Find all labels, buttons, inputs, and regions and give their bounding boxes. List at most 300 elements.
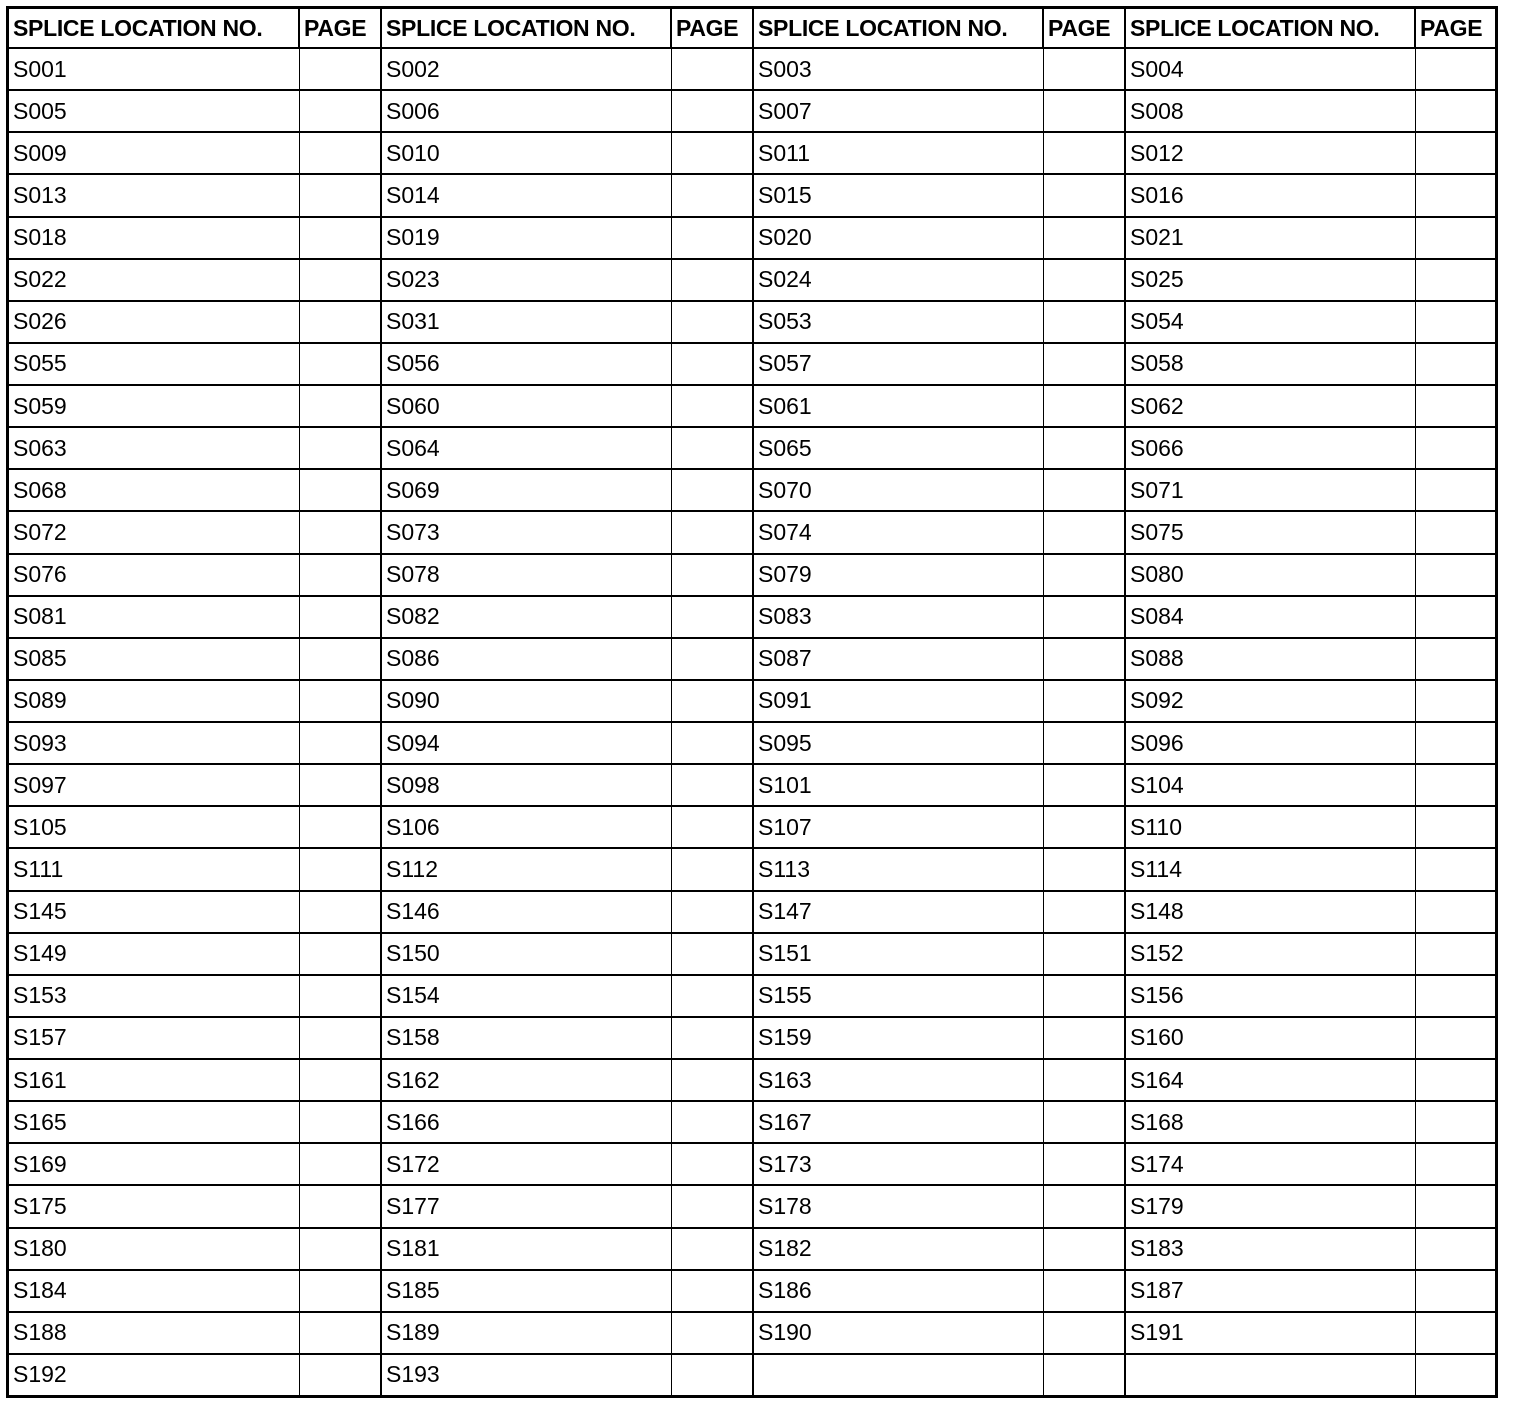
splice-location-cell-2: S002 [381, 48, 671, 90]
splice-location-cell-2: S014 [381, 174, 671, 216]
page-cell-3 [1043, 1059, 1125, 1101]
page-cell-2 [671, 174, 753, 216]
header-page-2: PAGE [671, 9, 753, 48]
page-cell-4 [1415, 554, 1495, 596]
page-cell-2 [671, 1228, 753, 1270]
splice-location-cell-4: S021 [1125, 217, 1415, 259]
splice-location-cell-4: S168 [1125, 1101, 1415, 1143]
splice-location-cell-1: S005 [9, 90, 299, 132]
table-row [9, 1185, 1495, 1227]
page-cell-4 [1415, 722, 1495, 764]
page-cell-1 [299, 1185, 381, 1227]
page-cell-4 [1415, 933, 1495, 975]
page-cell-1 [299, 975, 381, 1017]
table-row [9, 975, 1495, 1017]
page-cell-4 [1415, 1312, 1495, 1354]
splice-location-cell-3: S079 [753, 554, 1043, 596]
table-row [9, 174, 1495, 216]
splice-location-cell-1: S093 [9, 722, 299, 764]
table-row [9, 1270, 1495, 1312]
splice-location-cell-4: S148 [1125, 891, 1415, 933]
page-cell-1 [299, 469, 381, 511]
splice-location-cell-3: S155 [753, 975, 1043, 1017]
page-cell-4 [1415, 174, 1495, 216]
page-cell-2 [671, 343, 753, 385]
page-cell-2 [671, 1143, 753, 1185]
header-row [9, 9, 1495, 48]
splice-location-cell-4: S004 [1125, 48, 1415, 90]
page-cell-3 [1043, 764, 1125, 806]
splice-location-cell-4: S066 [1125, 427, 1415, 469]
splice-location-cell-4: S156 [1125, 975, 1415, 1017]
page-cell-4 [1415, 343, 1495, 385]
page-cell-4 [1415, 90, 1495, 132]
page-cell-1 [299, 1354, 381, 1395]
table-row [9, 596, 1495, 638]
splice-location-cell-3: S015 [753, 174, 1043, 216]
splice-location-cell-2: S019 [381, 217, 671, 259]
page-cell-2 [671, 469, 753, 511]
splice-location-cell-2: S098 [381, 764, 671, 806]
splice-location-cell-3: S167 [753, 1101, 1043, 1143]
splice-location-cell-1: S175 [9, 1185, 299, 1227]
page-cell-2 [671, 217, 753, 259]
page-cell-1 [299, 1017, 381, 1059]
header-page-4: PAGE [1415, 9, 1495, 48]
splice-location-cell-4: S174 [1125, 1143, 1415, 1185]
table-row [9, 933, 1495, 975]
splice-location-cell-2: S078 [381, 554, 671, 596]
page-cell-2 [671, 848, 753, 890]
table-row [9, 1312, 1495, 1354]
page-cell-3 [1043, 1354, 1125, 1395]
splice-location-cell-3: S178 [753, 1185, 1043, 1227]
header-page-1: PAGE [299, 9, 381, 48]
page-cell-3 [1043, 722, 1125, 764]
splice-location-cell-4: S062 [1125, 385, 1415, 427]
page-cell-4 [1415, 217, 1495, 259]
splice-location-cell-1: S161 [9, 1059, 299, 1101]
splice-location-cell-1: S149 [9, 933, 299, 975]
page-cell-3 [1043, 680, 1125, 722]
splice-location-cell-1: S184 [9, 1270, 299, 1312]
table-row [9, 48, 1495, 90]
page-cell-3 [1043, 596, 1125, 638]
splice-location-cell-4: S092 [1125, 680, 1415, 722]
page-cell-2 [671, 891, 753, 933]
page-cell-3 [1043, 1185, 1125, 1227]
splice-location-cell-2: S006 [381, 90, 671, 132]
page-cell-1 [299, 217, 381, 259]
splice-location-cell-3: S087 [753, 638, 1043, 680]
splice-location-cell-1: S169 [9, 1143, 299, 1185]
table-row [9, 427, 1495, 469]
page-cell-2 [671, 1185, 753, 1227]
splice-location-cell-1: S145 [9, 891, 299, 933]
table-row [9, 1017, 1495, 1059]
splice-location-cell-3: S024 [753, 259, 1043, 301]
page-cell-3 [1043, 511, 1125, 553]
splice-location-cell-4: S191 [1125, 1312, 1415, 1354]
splice-location-cell-4: S096 [1125, 722, 1415, 764]
page-cell-3 [1043, 301, 1125, 343]
splice-location-cell-4: S110 [1125, 806, 1415, 848]
splice-location-cell-3: S061 [753, 385, 1043, 427]
splice-location-sheet [6, 6, 1498, 1398]
page-cell-1 [299, 1143, 381, 1185]
splice-location-cell-4 [1125, 1354, 1415, 1395]
table-row [9, 301, 1495, 343]
page-cell-2 [671, 385, 753, 427]
splice-location-cell-2: S060 [381, 385, 671, 427]
page-cell-3 [1043, 891, 1125, 933]
table-row [9, 469, 1495, 511]
page-cell-4 [1415, 680, 1495, 722]
page-cell-3 [1043, 385, 1125, 427]
page-cell-4 [1415, 848, 1495, 890]
page-cell-1 [299, 511, 381, 553]
splice-location-cell-1: S180 [9, 1228, 299, 1270]
splice-location-cell-2: S023 [381, 259, 671, 301]
page-cell-4 [1415, 806, 1495, 848]
splice-location-cell-2: S172 [381, 1143, 671, 1185]
page-cell-2 [671, 511, 753, 553]
page-cell-4 [1415, 764, 1495, 806]
page-cell-2 [671, 554, 753, 596]
page-cell-2 [671, 596, 753, 638]
splice-location-cell-4: S071 [1125, 469, 1415, 511]
splice-location-cell-2: S177 [381, 1185, 671, 1227]
splice-location-cell-3: S095 [753, 722, 1043, 764]
page-cell-4 [1415, 259, 1495, 301]
table-row [9, 132, 1495, 174]
table-row [9, 891, 1495, 933]
splice-location-cell-1: S111 [9, 848, 299, 890]
table-row [9, 343, 1495, 385]
splice-location-table [9, 9, 1495, 1395]
table-row [9, 848, 1495, 890]
splice-location-cell-2: S094 [381, 722, 671, 764]
splice-location-cell-1: S097 [9, 764, 299, 806]
table-row [9, 722, 1495, 764]
page-cell-2 [671, 1017, 753, 1059]
splice-location-cell-4: S058 [1125, 343, 1415, 385]
table-row [9, 764, 1495, 806]
splice-location-cell-3: S173 [753, 1143, 1043, 1185]
splice-location-cell-2: S073 [381, 511, 671, 553]
splice-location-cell-3: S065 [753, 427, 1043, 469]
splice-location-cell-2: S069 [381, 469, 671, 511]
splice-location-cell-1: S068 [9, 469, 299, 511]
page-cell-1 [299, 1101, 381, 1143]
splice-location-cell-2: S064 [381, 427, 671, 469]
page-cell-1 [299, 848, 381, 890]
page-cell-2 [671, 301, 753, 343]
page-cell-3 [1043, 427, 1125, 469]
page-cell-1 [299, 1312, 381, 1354]
splice-location-cell-2: S193 [381, 1354, 671, 1395]
splice-location-cell-1: S063 [9, 427, 299, 469]
table-row [9, 259, 1495, 301]
splice-location-cell-2: S181 [381, 1228, 671, 1270]
splice-location-cell-4: S084 [1125, 596, 1415, 638]
header-page-3: PAGE [1043, 9, 1125, 48]
page-cell-3 [1043, 90, 1125, 132]
page-cell-1 [299, 1270, 381, 1312]
splice-location-cell-1: S001 [9, 48, 299, 90]
page-cell-3 [1043, 469, 1125, 511]
splice-location-cell-1: S009 [9, 132, 299, 174]
page-cell-4 [1415, 638, 1495, 680]
page-cell-1 [299, 427, 381, 469]
splice-location-cell-4: S114 [1125, 848, 1415, 890]
page-cell-4 [1415, 1354, 1495, 1395]
splice-location-cell-4: S025 [1125, 259, 1415, 301]
page-cell-1 [299, 90, 381, 132]
table-row [9, 1228, 1495, 1270]
page-cell-3 [1043, 638, 1125, 680]
page-cell-3 [1043, 848, 1125, 890]
page-cell-3 [1043, 48, 1125, 90]
page-cell-1 [299, 343, 381, 385]
page-cell-4 [1415, 1101, 1495, 1143]
splice-location-cell-1: S165 [9, 1101, 299, 1143]
page-cell-2 [671, 1059, 753, 1101]
table-row [9, 806, 1495, 848]
splice-location-cell-2: S112 [381, 848, 671, 890]
header-splice-location-3: SPLICE LOCATION NO. [753, 9, 1043, 48]
splice-location-cell-4: S104 [1125, 764, 1415, 806]
table-row [9, 680, 1495, 722]
page-cell-4 [1415, 1017, 1495, 1059]
page-cell-3 [1043, 1143, 1125, 1185]
splice-location-cell-2: S150 [381, 933, 671, 975]
splice-location-cell-1: S059 [9, 385, 299, 427]
splice-location-cell-1: S022 [9, 259, 299, 301]
splice-location-cell-4: S080 [1125, 554, 1415, 596]
splice-location-cell-3: S070 [753, 469, 1043, 511]
splice-location-cell-3: S147 [753, 891, 1043, 933]
splice-location-cell-2: S082 [381, 596, 671, 638]
page-cell-4 [1415, 596, 1495, 638]
page-cell-2 [671, 680, 753, 722]
page-cell-4 [1415, 427, 1495, 469]
page-cell-1 [299, 174, 381, 216]
splice-location-cell-2: S146 [381, 891, 671, 933]
splice-location-cell-2: S106 [381, 806, 671, 848]
table-row [9, 90, 1495, 132]
page-cell-2 [671, 975, 753, 1017]
splice-location-cell-1: S055 [9, 343, 299, 385]
table-row [9, 1101, 1495, 1143]
splice-location-cell-2: S166 [381, 1101, 671, 1143]
splice-location-cell-3: S182 [753, 1228, 1043, 1270]
page-cell-4 [1415, 1228, 1495, 1270]
page-cell-3 [1043, 1101, 1125, 1143]
page-cell-4 [1415, 975, 1495, 1017]
page-cell-2 [671, 1270, 753, 1312]
page-cell-1 [299, 933, 381, 975]
page-cell-4 [1415, 1143, 1495, 1185]
splice-location-cell-2: S189 [381, 1312, 671, 1354]
splice-location-cell-1: S018 [9, 217, 299, 259]
page-cell-1 [299, 385, 381, 427]
splice-location-cell-3: S083 [753, 596, 1043, 638]
page-cell-2 [671, 427, 753, 469]
splice-location-cell-1: S026 [9, 301, 299, 343]
splice-location-cell-1: S089 [9, 680, 299, 722]
splice-location-cell-1: S085 [9, 638, 299, 680]
splice-location-cell-1: S072 [9, 511, 299, 553]
table-body [9, 48, 1495, 1395]
page-cell-4 [1415, 301, 1495, 343]
table-row [9, 217, 1495, 259]
page-cell-3 [1043, 259, 1125, 301]
splice-location-cell-4: S160 [1125, 1017, 1415, 1059]
page-cell-2 [671, 764, 753, 806]
splice-location-cell-2: S031 [381, 301, 671, 343]
splice-location-cell-2: S086 [381, 638, 671, 680]
splice-location-cell-1: S157 [9, 1017, 299, 1059]
page-cell-2 [671, 722, 753, 764]
splice-location-cell-2: S158 [381, 1017, 671, 1059]
page-cell-4 [1415, 385, 1495, 427]
splice-location-cell-3: S057 [753, 343, 1043, 385]
table-header [9, 9, 1495, 48]
header-splice-location-2: SPLICE LOCATION NO. [381, 9, 671, 48]
splice-location-cell-3: S011 [753, 132, 1043, 174]
page-cell-4 [1415, 48, 1495, 90]
splice-location-cell-4: S088 [1125, 638, 1415, 680]
splice-location-cell-4: S183 [1125, 1228, 1415, 1270]
page-cell-3 [1043, 975, 1125, 1017]
header-splice-location-4: SPLICE LOCATION NO. [1125, 9, 1415, 48]
page-cell-2 [671, 259, 753, 301]
table-row [9, 1143, 1495, 1185]
splice-location-cell-4: S016 [1125, 174, 1415, 216]
page-cell-1 [299, 891, 381, 933]
splice-location-cell-2: S154 [381, 975, 671, 1017]
page-cell-1 [299, 1228, 381, 1270]
splice-location-cell-3: S151 [753, 933, 1043, 975]
page-cell-4 [1415, 1270, 1495, 1312]
splice-location-cell-3: S190 [753, 1312, 1043, 1354]
page-cell-2 [671, 933, 753, 975]
splice-location-cell-4: S164 [1125, 1059, 1415, 1101]
page-cell-3 [1043, 1270, 1125, 1312]
page-cell-1 [299, 132, 381, 174]
table-row [9, 511, 1495, 553]
page-cell-3 [1043, 132, 1125, 174]
splice-location-cell-3: S113 [753, 848, 1043, 890]
splice-location-cell-1: S153 [9, 975, 299, 1017]
splice-location-cell-1: S081 [9, 596, 299, 638]
page-cell-2 [671, 1101, 753, 1143]
page-cell-2 [671, 638, 753, 680]
page-cell-2 [671, 1354, 753, 1395]
page-cell-1 [299, 638, 381, 680]
splice-location-cell-1: S192 [9, 1354, 299, 1395]
page-cell-3 [1043, 806, 1125, 848]
splice-location-cell-3: S053 [753, 301, 1043, 343]
splice-location-cell-1: S188 [9, 1312, 299, 1354]
splice-location-cell-4: S179 [1125, 1185, 1415, 1227]
splice-location-cell-1: S013 [9, 174, 299, 216]
page-cell-4 [1415, 511, 1495, 553]
splice-location-cell-4: S008 [1125, 90, 1415, 132]
page-cell-3 [1043, 217, 1125, 259]
page-cell-3 [1043, 1017, 1125, 1059]
page-cell-1 [299, 554, 381, 596]
splice-location-cell-3: S003 [753, 48, 1043, 90]
splice-location-cell-4: S152 [1125, 933, 1415, 975]
page-cell-2 [671, 48, 753, 90]
page-cell-3 [1043, 174, 1125, 216]
page-cell-2 [671, 90, 753, 132]
page-cell-4 [1415, 891, 1495, 933]
header-splice-location-1: SPLICE LOCATION NO. [9, 9, 299, 48]
table-row [9, 638, 1495, 680]
splice-location-cell-3: S074 [753, 511, 1043, 553]
page-cell-4 [1415, 1059, 1495, 1101]
page-cell-3 [1043, 1228, 1125, 1270]
splice-location-cell-4: S187 [1125, 1270, 1415, 1312]
splice-location-cell-4: S012 [1125, 132, 1415, 174]
page-cell-2 [671, 132, 753, 174]
table-row [9, 385, 1495, 427]
splice-location-cell-3: S186 [753, 1270, 1043, 1312]
splice-location-cell-3: S091 [753, 680, 1043, 722]
splice-location-cell-3: S159 [753, 1017, 1043, 1059]
page-cell-1 [299, 764, 381, 806]
page-cell-3 [1043, 554, 1125, 596]
table-row [9, 1354, 1495, 1395]
page-cell-1 [299, 48, 381, 90]
splice-location-cell-3: S020 [753, 217, 1043, 259]
page-cell-1 [299, 1059, 381, 1101]
page-cell-1 [299, 806, 381, 848]
page-cell-3 [1043, 1312, 1125, 1354]
splice-location-cell-3: S107 [753, 806, 1043, 848]
splice-location-cell-2: S090 [381, 680, 671, 722]
splice-location-cell-3: S163 [753, 1059, 1043, 1101]
page-cell-1 [299, 680, 381, 722]
splice-location-cell-3: S007 [753, 90, 1043, 132]
splice-location-cell-1: S105 [9, 806, 299, 848]
page-cell-4 [1415, 1185, 1495, 1227]
page-cell-1 [299, 259, 381, 301]
splice-location-cell-4: S075 [1125, 511, 1415, 553]
page-cell-4 [1415, 132, 1495, 174]
page-cell-3 [1043, 933, 1125, 975]
splice-location-cell-1: S076 [9, 554, 299, 596]
splice-location-cell-2: S056 [381, 343, 671, 385]
page-cell-1 [299, 722, 381, 764]
splice-location-cell-2: S162 [381, 1059, 671, 1101]
splice-location-cell-3: S101 [753, 764, 1043, 806]
splice-location-cell-3 [753, 1354, 1043, 1395]
page-cell-4 [1415, 469, 1495, 511]
splice-location-cell-2: S185 [381, 1270, 671, 1312]
splice-location-cell-2: S010 [381, 132, 671, 174]
table-row [9, 554, 1495, 596]
table-row [9, 1059, 1495, 1101]
page-cell-1 [299, 301, 381, 343]
page-cell-1 [299, 596, 381, 638]
splice-location-cell-4: S054 [1125, 301, 1415, 343]
page-cell-2 [671, 806, 753, 848]
page-cell-3 [1043, 343, 1125, 385]
